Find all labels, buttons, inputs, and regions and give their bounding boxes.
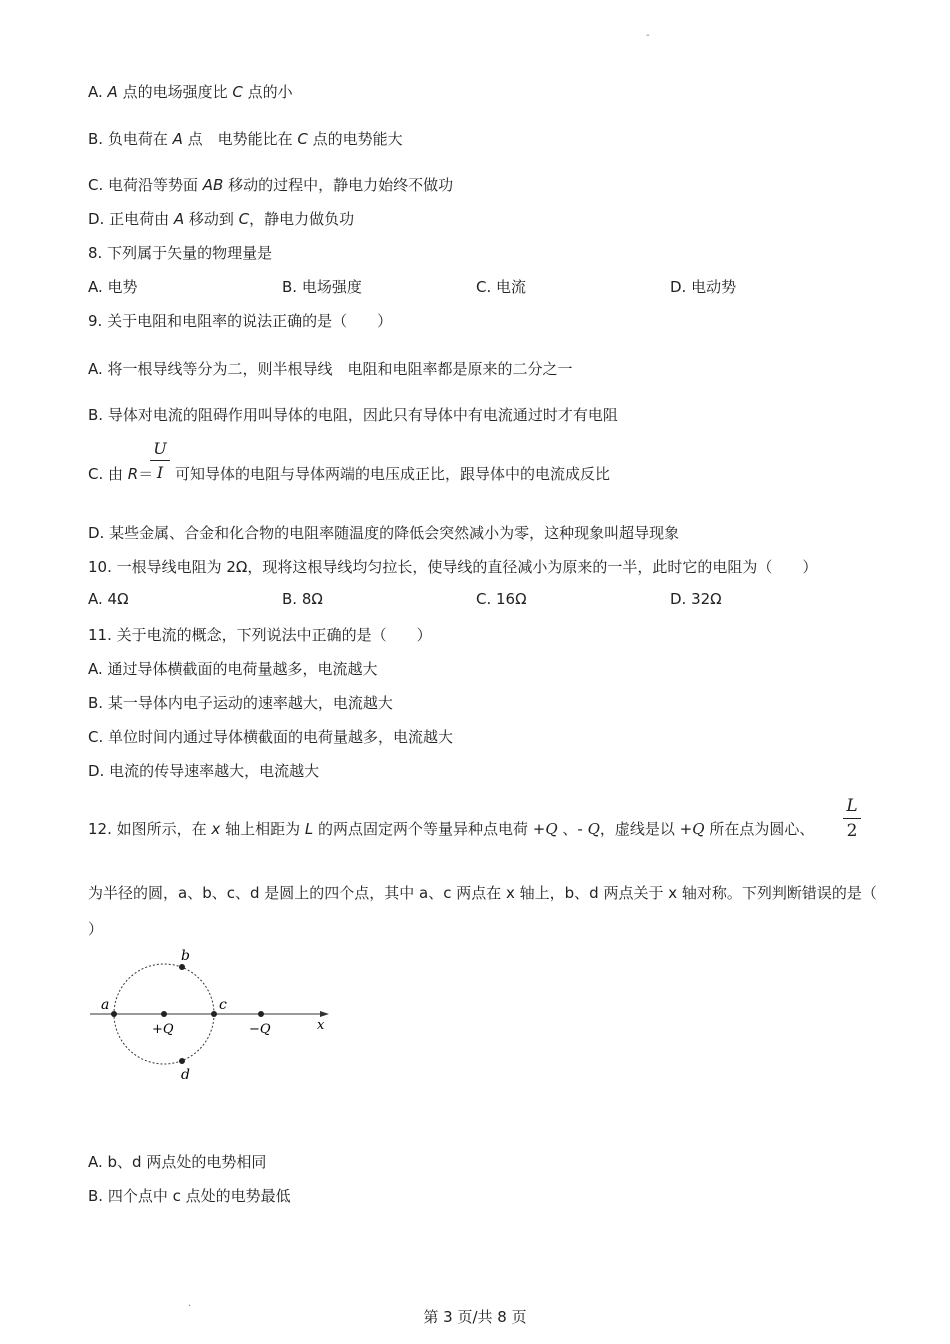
text: ，静电力做负功: [249, 210, 355, 228]
option-prefix: C. 电荷沿等势面: [88, 176, 203, 194]
bottom-mark: .: [188, 1298, 192, 1309]
point-d: [179, 1058, 185, 1064]
var-l: L: [304, 820, 314, 838]
point-plus-q: [161, 1011, 167, 1017]
label-minus-q: −Q: [249, 1022, 271, 1037]
q7-option-a: [88, 81, 293, 102]
q8-option-d: D. 电动势: [670, 278, 737, 296]
point-minus-q: [258, 1011, 264, 1017]
var-q: Q: [692, 820, 705, 838]
point-b: [179, 964, 185, 970]
denominator: I: [156, 463, 164, 482]
q12-stem-line1: [88, 818, 814, 839]
q12-stem-line2: 为半径的圆，a、b、c、d 是圆上的四个点，其中 a、c 两点在 x 轴上，b、d 两点关于 x 轴对称。下列判断错误的是（: [88, 884, 877, 902]
point-a: [111, 1011, 117, 1017]
q11-option-a: A. 通过导体横截面的电荷量越多，电流越大: [88, 660, 378, 678]
var-x: x: [211, 820, 221, 838]
text: 轴上相距为: [220, 820, 305, 838]
symbol: C: [238, 210, 250, 228]
text: 、-: [557, 820, 588, 838]
numerator: L: [846, 796, 858, 816]
text: 点的小: [242, 83, 293, 101]
q10-option-d: D. 32Ω: [670, 590, 722, 608]
text: 移动的过程中，静电力始终不做功: [223, 176, 454, 194]
q9-option-d: D. 某些金属、合金和化合物的电阻率随温度的降低会突然减小为零，这种现象叫超导现象: [88, 524, 680, 542]
symbol: AB: [202, 176, 224, 194]
symbol: A: [107, 83, 118, 101]
q9-stem: 9. 关于电阻和电阻率的说法正确的是（ ）: [88, 312, 393, 330]
q11-stem: 11. 关于电流的概念，下列说法中正确的是（ ）: [88, 626, 432, 644]
text: 所在点为圆心、: [704, 820, 815, 838]
option-prefix: C. 由: [88, 465, 128, 483]
fraction-l-over-2: [843, 796, 861, 841]
label-a: a: [101, 997, 110, 1013]
text: 移动到: [184, 210, 239, 228]
fraction-bar: [843, 818, 861, 819]
text: 点的电场强度比: [117, 83, 233, 101]
q12-option-a: A. b、d 两点处的电势相同: [88, 1153, 267, 1171]
symbol: C: [232, 83, 243, 101]
q9-option-c: [88, 463, 153, 484]
option-prefix: B. 负电荷在: [88, 130, 173, 148]
q9-option-b: B. 导体对电流的阻碍作用叫导体的电阻，因此只有导体中有电流通过时才有电阻: [88, 406, 618, 424]
q9-option-a: A. 将一根导线等分为二，则半根导线 电阻和电阻率都是原来的二分之一: [88, 360, 573, 378]
text: 的两点固定两个等量异种点电荷 +: [313, 820, 546, 838]
label-b: b: [181, 948, 190, 964]
text: ，虚线是以 +: [599, 820, 693, 838]
label-c: c: [219, 997, 227, 1013]
label-plus-q: +Q: [152, 1022, 174, 1037]
option-prefix: A.: [88, 83, 108, 101]
denominator: 2: [846, 821, 858, 841]
q8-option-a: A. 电势: [88, 278, 138, 296]
q8-option-c: C. 电流: [476, 278, 527, 296]
label-x-axis: x: [317, 1018, 325, 1033]
x-axis-arrow: [320, 1011, 329, 1017]
q7-option-d: [88, 208, 354, 229]
q12-stem-line3: ）: [88, 920, 104, 938]
var-q: Q: [545, 820, 558, 838]
option-prefix: D. 正电荷由: [88, 210, 174, 228]
point-c: [211, 1011, 217, 1017]
q10-option-c: C. 16Ω: [476, 590, 527, 608]
numerator: U: [153, 439, 167, 458]
fraction-bar: [150, 460, 170, 461]
symbol: A: [172, 130, 183, 148]
q11-option-d: D. 电流的传导速率越大，电流越大: [88, 762, 320, 780]
text: 12. 如图所示，在: [88, 820, 212, 838]
symbol: A: [173, 210, 185, 228]
symbol: C: [297, 130, 308, 148]
q8-stem: 8. 下列属于矢量的物理量是: [88, 244, 273, 262]
label-d: d: [181, 1067, 190, 1083]
var-q: Q: [587, 820, 600, 838]
q10-option-a: A. 4Ω: [88, 590, 129, 608]
fraction-u-over-i: [150, 439, 170, 482]
q8-option-b: B. 电场强度: [282, 278, 362, 296]
top-mark: -: [646, 30, 650, 41]
equals-sign: ＝: [138, 465, 154, 483]
q10-option-b: B. 8Ω: [282, 590, 323, 608]
q12-option-b: B. 四个点中 c 点处的电势最低: [88, 1187, 291, 1205]
variable-r: R: [127, 465, 139, 483]
q11-option-b: B. 某一导体内电子运动的速率越大，电流越大: [88, 694, 393, 712]
page-footer: 第 3 页/共 8 页: [423, 1308, 527, 1326]
charge-circle-figure: [85, 945, 335, 1085]
q7-option-b: [88, 128, 403, 149]
q10-stem: 10. 一根导线电阻为 2Ω，现将这根导线均匀拉长，使导线的直径减小为原来的一半，此时它的电阻为（ ）: [88, 558, 818, 576]
q11-option-c: C. 单位时间内通过导体横截面的电荷量越多，电流越大: [88, 728, 454, 746]
q7-option-c: [88, 174, 453, 195]
text: 点的电势能大: [307, 130, 403, 148]
text: 点 电势能比在: [182, 130, 298, 148]
q9-option-c-rest: 可知导体的电阻与导体两端的电压成正比，跟导体中的电流成反比: [175, 465, 611, 483]
